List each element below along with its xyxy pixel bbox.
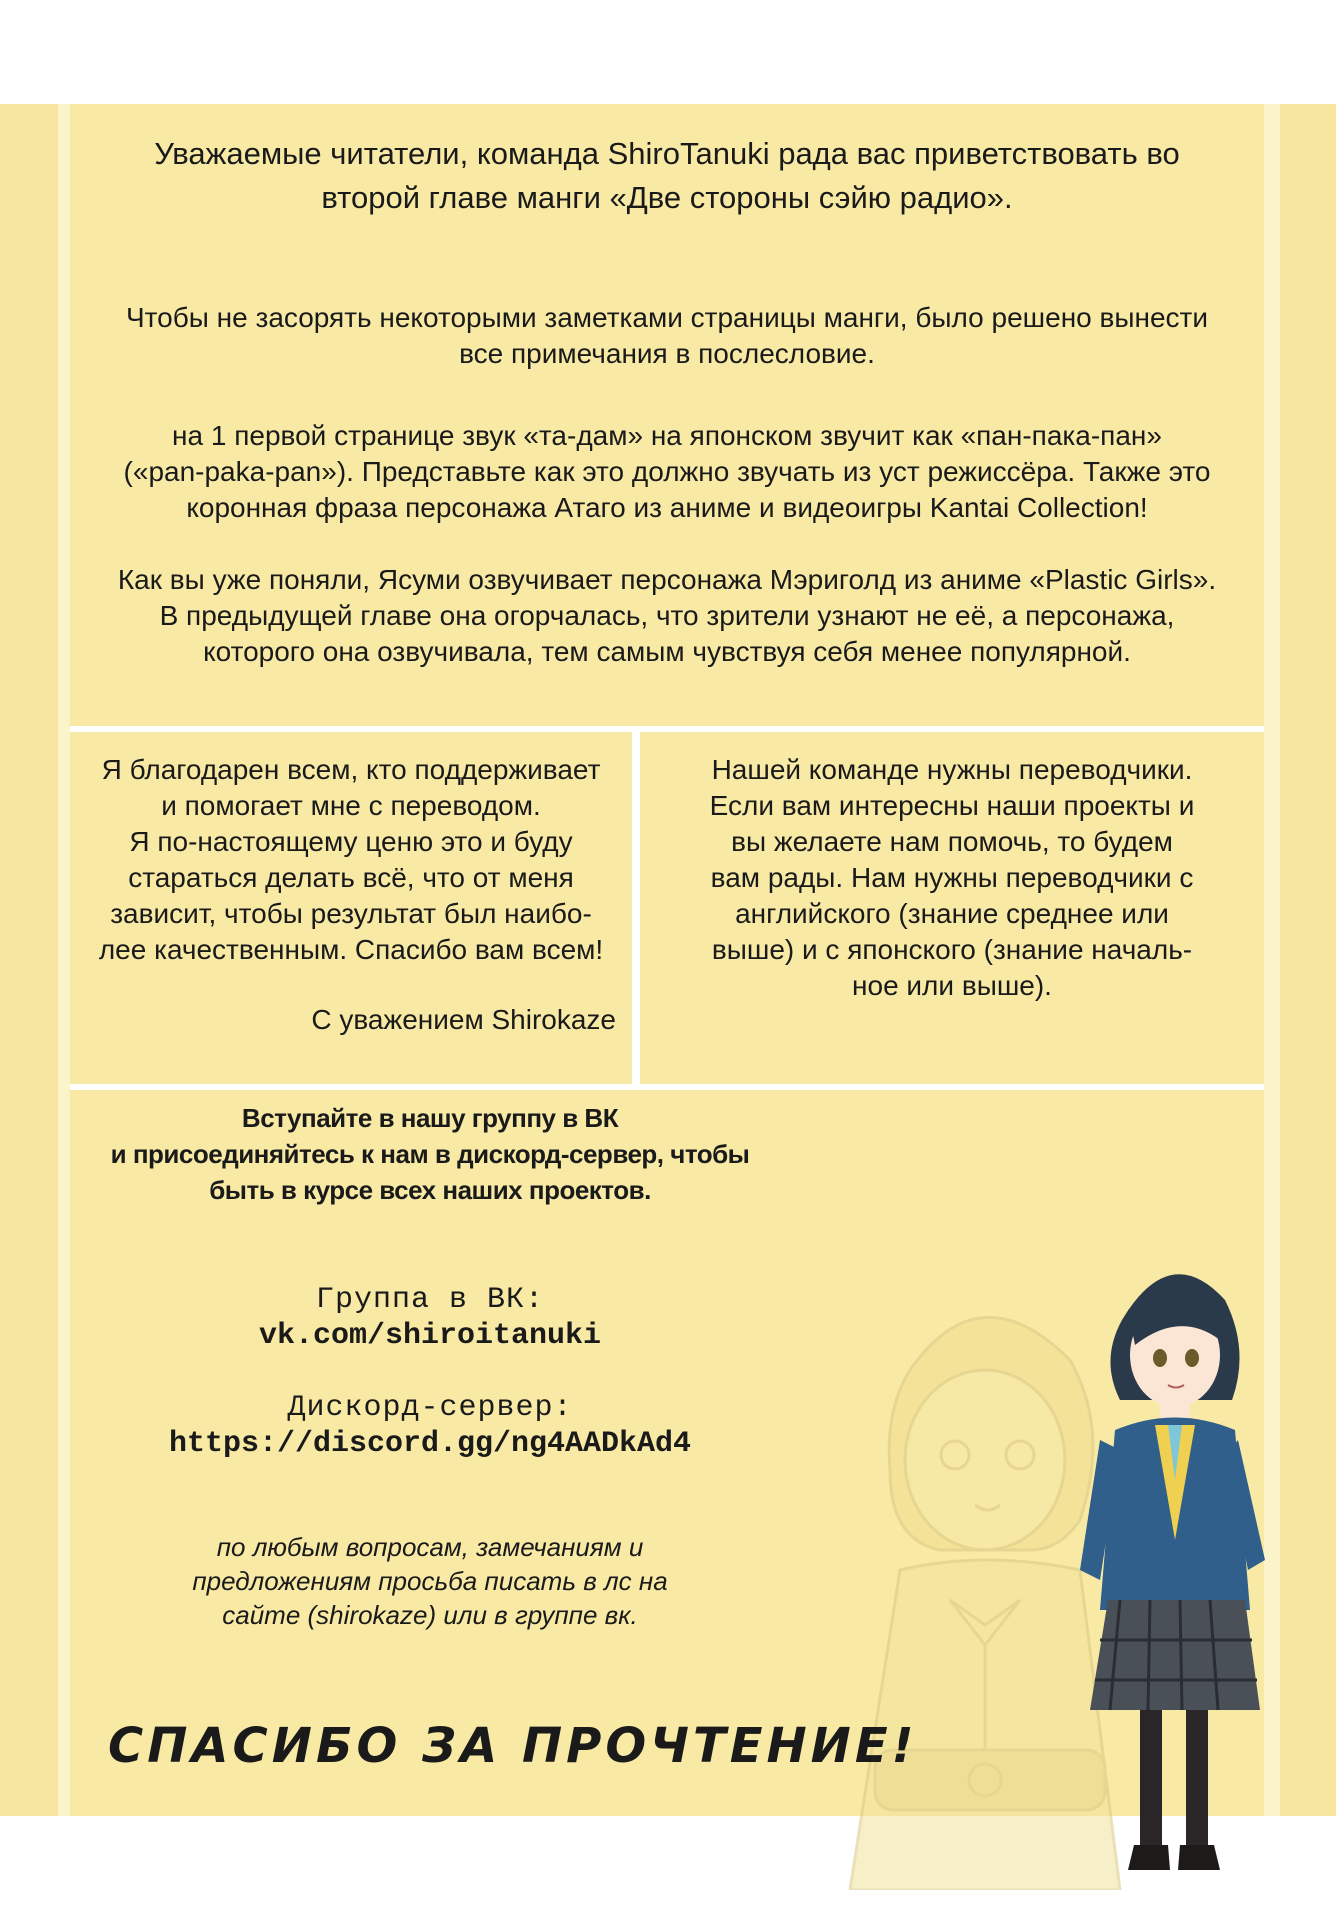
- recruit-text: [640, 752, 1264, 1004]
- text-line: Нашей команде нужны переводчики.: [711, 754, 1193, 785]
- text-line: и помогает мне с переводом.: [161, 790, 541, 821]
- text-line: английского (знание среднее или: [735, 898, 1169, 929]
- text-line: Я по-настоящему ценю это и буду: [129, 826, 573, 857]
- text-line: В предыдущей главе она огорчалась, что зрители узнают не её, а персонажа,: [159, 600, 1175, 631]
- text-line: лее качественным. Спасибо вам всем!: [98, 934, 604, 965]
- notes-paragraph-3: [70, 562, 1264, 670]
- signature: С уважением Shirokaze: [311, 1004, 616, 1035]
- text-line: выше) и с японского (знание началь-: [711, 934, 1193, 965]
- text-line: Чтобы не засорять некоторыми заметками страницы манги, было решено вынести: [125, 302, 1209, 333]
- text-line: все примечания в послесловие.: [459, 338, 875, 369]
- text-line: быть в курсе всех наших проектов.: [209, 1175, 651, 1205]
- notes-paragraph-2: [70, 418, 1264, 526]
- text-line: вам рады. Нам нужны переводчики с: [710, 862, 1194, 893]
- notes-paragraph-1: [70, 300, 1264, 372]
- text-line: предложениям просьба писать в лс на: [192, 1566, 668, 1596]
- intro-text: [70, 132, 1264, 220]
- text-line: коронная фраза персонажа Атаго из аниме и видеоигры Kantai Collection!: [186, 492, 1148, 523]
- intro-line: второй главе манги «Две стороны сэйю радио».: [321, 180, 1013, 215]
- thanks-text: [70, 752, 632, 968]
- discord-label: Дискорд-сервер:: [287, 1391, 573, 1425]
- character-illustration: [1060, 1240, 1290, 1890]
- contact-text: [70, 1530, 790, 1632]
- text-line: зависит, чтобы результат был наибо-: [110, 898, 592, 929]
- intro-line: Уважаемые читатели, команда ShiroTanuki рада вас приветствовать во: [154, 136, 1180, 171]
- text-line: на 1 первой странице звук «та-дам» на японском звучит как «пан-пака-пан»: [172, 420, 1162, 451]
- text-line: Как вы уже поняли, Ясуми озвучивает персонажа Мэриголд из аниме «Plastic Girls».: [117, 564, 1217, 595]
- vk-link[interactable]: vk.com/shiroitanuki: [258, 1319, 602, 1353]
- text-line: которого она озвучивала, тем самым чувствуя себя менее популярной.: [203, 636, 1131, 667]
- left-border-band: [0, 104, 58, 1816]
- vk-label: Группа в ВК:: [315, 1283, 545, 1317]
- text-line: сайте (shirokaze) или в группе вк.: [222, 1600, 638, 1630]
- text-line: Если вам интересны наши проекты и: [709, 790, 1195, 821]
- text-line: и присоединяйтесь к нам в дискорд-сервер, чтобы: [110, 1139, 750, 1169]
- gutter: [58, 104, 70, 1816]
- thanks-for-reading-heading: СПАСИБО ЗА ПРОЧТЕНИЕ!: [108, 1718, 918, 1774]
- text-line: вы желаете нам помочь, то будем: [731, 826, 1173, 857]
- discord-link[interactable]: https://discord.gg/ng4AADkAd4: [168, 1427, 692, 1461]
- text-line: Я благодарен всем, кто поддерживает: [101, 754, 601, 785]
- text-line: стараться делать всё, что от меня: [128, 862, 574, 893]
- join-text: [70, 1100, 790, 1208]
- text-line: по любым вопросам, замечаниям и: [216, 1532, 644, 1562]
- text-line: Вступайте в нашу группу в ВК: [241, 1103, 619, 1133]
- text-line: ное или выше).: [852, 970, 1052, 1001]
- text-line: («pan-paka-pan»). Представьте как это должно звучать из уст режиссёра. Также это: [123, 456, 1211, 487]
